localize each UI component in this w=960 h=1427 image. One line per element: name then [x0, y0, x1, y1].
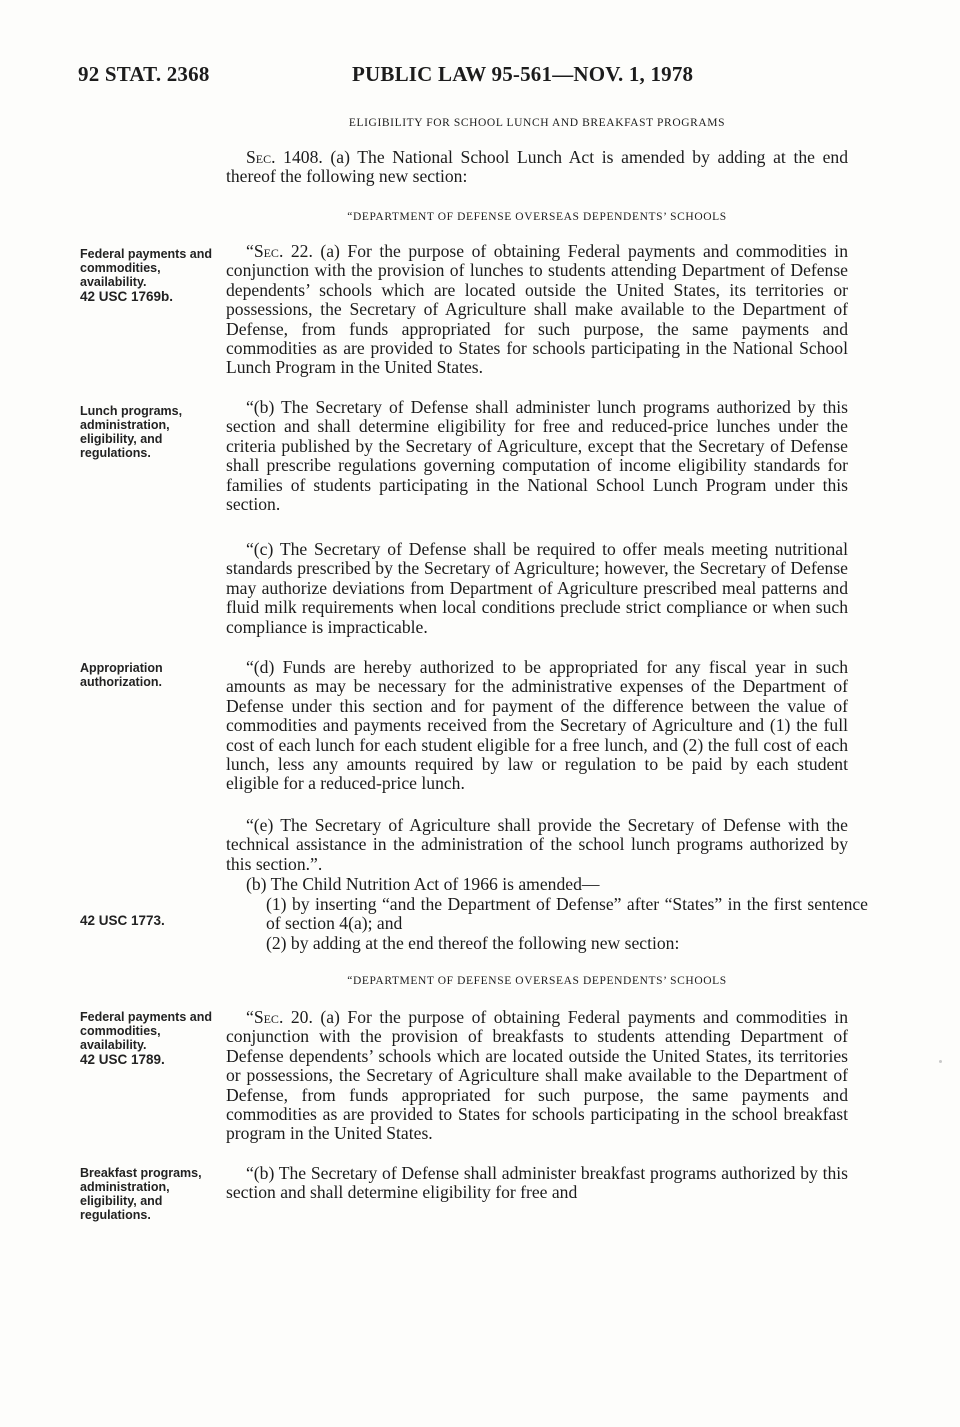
margin-note-lunch-programs: [80, 404, 215, 460]
subheading-dod-schools-2: “DEPARTMENT OF DEFENSE OVERSEAS DEPENDENTS’ SCHOOLS: [347, 975, 727, 987]
public-law-reference: PUBLIC LAW 95-561—NOV. 1, 1978: [352, 62, 694, 86]
usc-citation: 42 USC 1773.: [80, 913, 165, 928]
page-header: [78, 62, 850, 92]
note-title: Breakfast programs, administration, eligibility, and regulations.: [80, 1166, 202, 1222]
sec20-paragraph-b: “(b) The Secretary of Defense shall administer breakfast programs authorized by this section and shall determine eligibility for free and: [226, 1163, 848, 1203]
sec22-paragraph-c: “(c) The Secretary of Defense shall be required to offer meals meeting nutritional standards prescribed by the Secretary of Agriculture; however, the Secretary of Defense may authorize deviations from Department of Agriculture prescribed meal patterns and fluid milk requirements when local conditions preclude strict compliance or when such compliance is impracticable.: [226, 539, 848, 637]
section-1408-intro: [226, 148, 848, 187]
note-title: Federal payments and commodities, availability.: [80, 247, 212, 289]
child-nutrition-act-amendment: (b) The Child Nutrition Act of 1966 is amended—: [246, 874, 600, 894]
note-title: Appropriation authorization.: [80, 661, 163, 689]
open-quote: “: [246, 241, 254, 261]
sec22-paragraph-b: “(b) The Secretary of Defense shall administer lunch programs authorized by this section and shall determine eligibility for free and reduced-price lunches under the criteria published by the Secretary of Agriculture, except that the Secretary of Defense shall prescribe regulations governing computation of income eligibility standards for families of students participating in the National School Lunch Program under this section.: [226, 397, 848, 515]
subheading-dod-schools-1: “DEPARTMENT OF DEFENSE OVERSEAS DEPENDENTS’ SCHOOLS: [347, 211, 727, 223]
usc-citation: 42 USC 1769b.: [80, 289, 174, 304]
margin-note-federal-payments-1: [80, 247, 215, 305]
note-title: Lunch programs, administration, eligibility, and regulations.: [80, 404, 183, 460]
sec20-a-text: . 20. (a) For the purpose of obtaining Federal payments and commodities in conjunction with the provision of breakfasts to students attending Department of Defense dependents’ schools which are located outside the United States, its territories or possessions, the Secretary of Agriculture shall make available to the Department of Defense, from funds appropriated for such purpose, the same payments and commodities as are provided to States for schools participating in the school breakfast program in the United States.: [226, 1007, 848, 1144]
sec-label: Sec: [253, 1007, 279, 1027]
margin-note-federal-payments-2: [80, 1010, 215, 1068]
section-1408-text: . 1408. (a) The National School Lunch Act is amended by adding at the end thereof the following new section:: [226, 147, 848, 187]
paper-speck: [939, 1060, 942, 1063]
amendment-item-2: (2) by adding at the end thereof the following new section:: [266, 933, 680, 953]
sec22-paragraph-d: “(d) Funds are hereby authorized to be appropriated for any fiscal year in such amounts as may be necessary for the administrative expenses of the Department of Defense under this section and for payment of the difference between the value of commodities and payments received from the Secretary of Agriculture and (1) the full cost of each lunch for each student eligible for a free lunch, and (2) the full cost of each lunch, less any amounts required by law or regulation to be paid by each student eligible for a reduced-price lunch.: [226, 657, 848, 794]
page-reference: 92 STAT. 2368: [78, 62, 210, 86]
margin-note-appropriation: [80, 661, 215, 689]
open-quote: “: [246, 1007, 254, 1027]
sec20-paragraph-a: [226, 1008, 848, 1144]
margin-note-usc-1773: [80, 913, 215, 929]
note-title: Federal payments and commodities, availability.: [80, 1010, 212, 1052]
sec22-paragraph-e: “(e) The Secretary of Agriculture shall provide the Secretary of Defense with the technical assistance in the administration of the school lunch programs authorized by this section.”.: [226, 815, 848, 874]
sec22-paragraph-a: [226, 242, 848, 378]
section-heading: ELIGIBILITY FOR SCHOOL LUNCH AND BREAKFAST PROGRAMS: [348, 117, 726, 129]
sec-label: Sec: [246, 147, 272, 167]
sec-label: Sec: [253, 241, 279, 261]
sec22-a-text: . 22. (a) For the purpose of obtaining Federal payments and commodities in conjunction with the provision of lunches to students attending Department of Defense dependents’ schools which are located outside the United States, its territories or possessions, the Secretary of Agriculture shall make available to the Department of Defense, from funds appropriated for such purpose, the same payments and commodities as are provided to States for schools participating in the National School Lunch Program in the United States.: [226, 241, 848, 378]
amendment-item-1: (1) by inserting “and the Department of Defense” after “States” in the first sentence of section 4(a); and: [266, 894, 868, 934]
usc-citation: 42 USC 1789.: [80, 1052, 165, 1067]
margin-note-breakfast-programs: [80, 1166, 215, 1222]
